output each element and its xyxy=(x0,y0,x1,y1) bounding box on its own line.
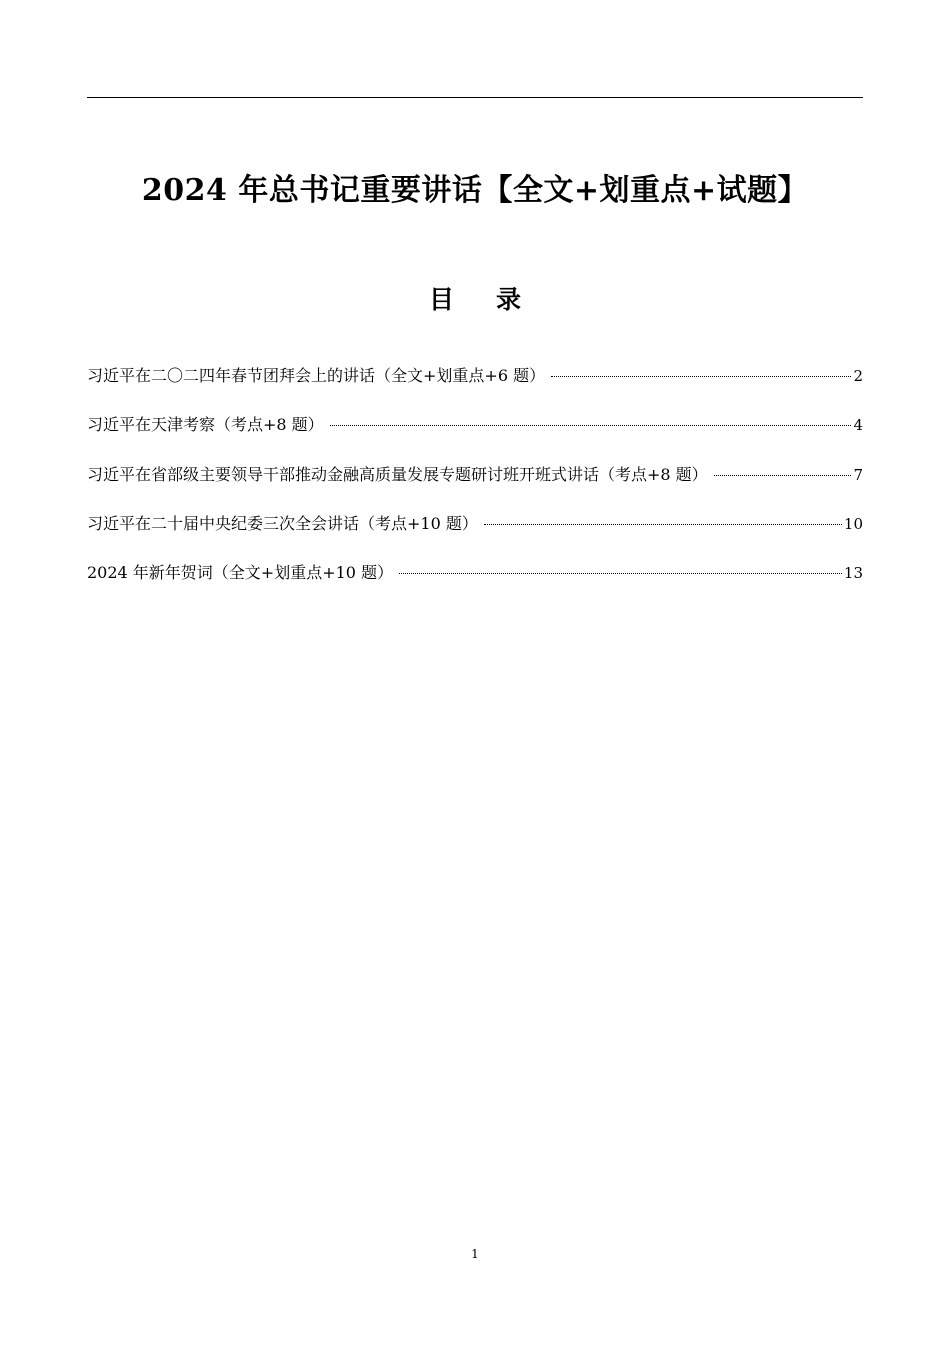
toc-entry-page: 2 xyxy=(853,367,863,385)
toc-entry-page: 13 xyxy=(843,564,863,583)
toc-entry[interactable] xyxy=(87,461,863,510)
toc-dot-leader xyxy=(551,376,851,377)
toc-entry-title: 2024 年新年贺词（全文+划重点+10 题） xyxy=(87,563,394,583)
toc-entry[interactable] xyxy=(87,510,863,559)
document-title: 2024 年总书记重要讲话【全文+划重点+试题】 xyxy=(141,173,809,209)
toc-heading: 目录 xyxy=(428,285,563,314)
toc-entry-title: 习近平在二〇二四年春节团拜会上的讲话（全文+划重点+6 题） xyxy=(87,366,546,385)
toc-entry-title: 习近平在天津考察（考点+8 题） xyxy=(87,415,324,435)
toc-dot-leader xyxy=(714,475,852,476)
toc-entry-page: 4 xyxy=(853,416,863,435)
toc-dot-leader xyxy=(484,524,842,525)
table-of-contents xyxy=(87,362,863,608)
footer-page-number: 1 xyxy=(471,1247,479,1261)
header-rule xyxy=(87,97,863,98)
toc-dot-leader xyxy=(330,425,852,426)
toc-dot-leader xyxy=(399,573,842,574)
toc-entry-page: 7 xyxy=(853,465,863,484)
toc-entry[interactable] xyxy=(87,411,863,460)
toc-entry-title: 习近平在二十届中央纪委三次全会讲话（考点+10 题） xyxy=(87,513,478,533)
toc-entry-title: 习近平在省部级主要领导干部推动金融高质量发展专题研讨班开班式讲话（考点+8 题） xyxy=(87,464,708,484)
toc-entry[interactable] xyxy=(87,362,863,411)
toc-entry-page: 10 xyxy=(843,514,863,533)
toc-entry[interactable] xyxy=(87,559,863,608)
